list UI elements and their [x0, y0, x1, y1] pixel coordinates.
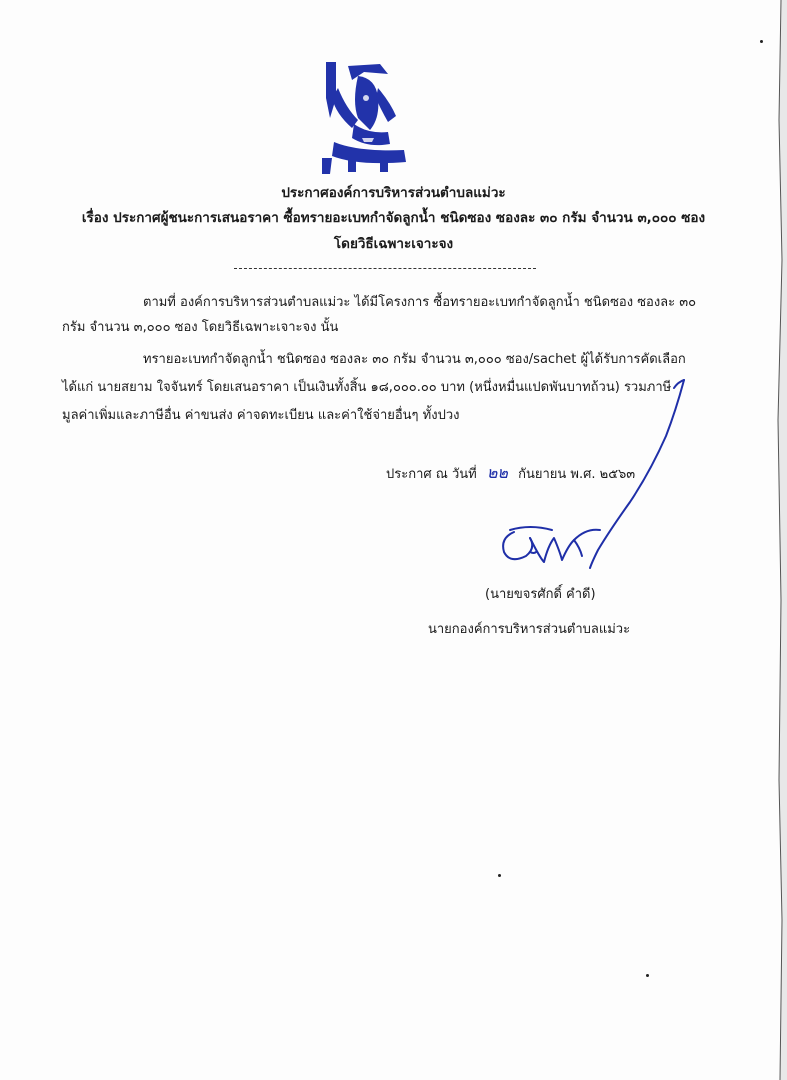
- announcement-title: ประกาศองค์การบริหารส่วนตำบลแม่วะ: [281, 185, 506, 201]
- scan-speck: [646, 974, 649, 977]
- header-divider: [234, 268, 536, 269]
- handwritten-signature: [470, 370, 710, 580]
- paragraph-2-line-2: ได้แก่ นายสยาม ใจจันทร์ โดยเสนอราคา เป็นเงินทั้งสิ้น ๑๘,๐๐๐.๐๐ บาท (หนึ่งหมื่นแปดพันบาทถ้วน) รวมภาษี: [62, 380, 672, 395]
- announcement-subject: เรื่อง ประกาศผู้ชนะการเสนอราคา ซื้อทรายอะเบทกำจัดลูกน้ำ ชนิดซอง ซองละ ๓๐ กรัม จำนวน ๓,๐๐๐ ซอง: [81, 210, 706, 226]
- procurement-method: โดยวิธีเฉพาะเจาะจง: [333, 236, 454, 252]
- paragraph-2-line-1: ทรายอะเบทกำจัดลูกน้ำ ชนิดซอง ซองละ ๓๐ กรัม จำนวน ๓,๐๐๐ ซอง/sachet ผู้ได้รับการคัดเลือก: [143, 352, 686, 367]
- paragraph-1-line-1: ตามที่ องค์การบริหารส่วนตำบลแม่วะ ได้มีโครงการ ซื้อทรายอะเบทกำจัดลูกน้ำ ชนิดซอง ซองละ ๓๐: [143, 295, 697, 310]
- scan-speck: [498, 874, 501, 877]
- date-prefix: ประกาศ ณ วันที่: [386, 467, 477, 482]
- date-day-handwritten: ๒๒: [486, 463, 508, 482]
- scan-edge: [769, 0, 787, 1080]
- paragraph-2-line-3: มูลค่าเพิ่มและภาษีอื่น ค่าขนส่ง ค่าจดทะเบียน และค่าใช้จ่ายอื่นๆ ทั้งปวง: [62, 408, 460, 423]
- date-suffix: กันยายน พ.ศ. ๒๕๖๓: [518, 467, 636, 482]
- scan-speck: [760, 40, 763, 43]
- signer-name: (นายขจรศักดิ์ คำดี): [485, 587, 596, 602]
- garuda-emblem: [318, 58, 418, 178]
- signer-position: นายกองค์การบริหารส่วนตำบลแม่วะ: [428, 622, 631, 637]
- paragraph-1-line-2: กรัม จำนวน ๓,๐๐๐ ซอง โดยวิธีเฉพาะเจาะจง นั้น: [62, 320, 339, 335]
